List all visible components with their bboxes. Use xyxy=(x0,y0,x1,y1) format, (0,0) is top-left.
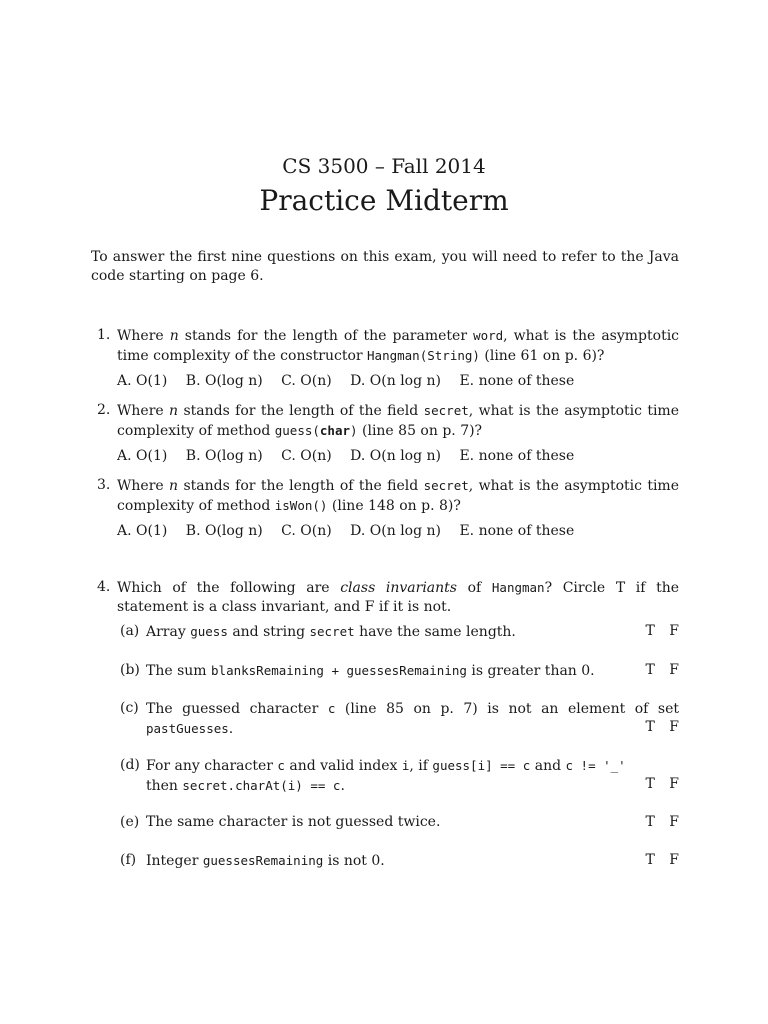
question-stem xyxy=(117,578,679,617)
text: is not 0. xyxy=(327,853,385,869)
choice-b[interactable]: B. O(log n) xyxy=(185,373,263,389)
stem-text: (line 85 on p. 7)? xyxy=(362,423,483,439)
text: For any character xyxy=(146,758,273,774)
choice-b[interactable]: B. O(log n) xyxy=(185,523,263,539)
choice-d[interactable]: D. O(n log n) xyxy=(350,373,441,389)
text: , if xyxy=(409,758,428,774)
code: guessesRemaining xyxy=(202,853,324,868)
code-iswon-method: isWon() xyxy=(274,498,328,513)
stem-text: ? Circle T if the statement is a class invariant, and F if it is not. xyxy=(117,580,680,615)
text: then xyxy=(146,778,178,794)
text: is greater than 0. xyxy=(471,663,595,679)
code-part: ) xyxy=(350,423,358,438)
sub-question-d xyxy=(91,756,679,796)
true-false-choice[interactable]: T F xyxy=(645,662,679,678)
text: . xyxy=(340,778,345,794)
stem-text: , what is the asymptotic time complexity of method xyxy=(117,478,679,514)
choice-a[interactable]: A. O(1) xyxy=(117,373,168,389)
true-false-choice[interactable]: T F xyxy=(645,852,679,868)
true-false-choice[interactable]: T F xyxy=(645,623,679,639)
text: Array xyxy=(146,624,186,640)
choice-c[interactable]: C. O(n) xyxy=(281,523,332,539)
answer-choices xyxy=(117,372,679,391)
code-constructor: Hangman(String) xyxy=(367,348,480,363)
sub-question-b xyxy=(91,661,679,681)
variable-n: n xyxy=(169,478,179,494)
code: c xyxy=(277,758,285,773)
code: guess[i] == c xyxy=(432,758,531,773)
question-number: 3. xyxy=(97,477,111,493)
sub-question-c xyxy=(91,699,679,739)
text: and xyxy=(534,758,562,774)
question-4 xyxy=(91,578,679,617)
code: pastGuesses xyxy=(146,721,229,736)
code: secret.charAt(i) == c xyxy=(182,778,341,793)
choice-c[interactable]: C. O(n) xyxy=(281,373,332,389)
variable-n: n xyxy=(169,403,179,419)
stem-text: stands for the length of the parameter xyxy=(184,328,468,344)
code-word: word xyxy=(473,328,504,343)
true-false-choice[interactable]: T F xyxy=(645,719,679,735)
code: c != '_' xyxy=(565,758,626,773)
sub-text xyxy=(146,813,641,832)
code-guess-method xyxy=(275,423,358,438)
sub-label: (a) xyxy=(120,623,140,639)
choice-e[interactable]: E. none of these xyxy=(459,373,575,389)
stem-text: stands for the length of the field xyxy=(183,478,419,494)
stem-text: Which of the following are xyxy=(117,580,330,596)
text: and valid index xyxy=(289,758,398,774)
sub-text xyxy=(146,699,679,739)
choice-b[interactable]: B. O(log n) xyxy=(185,448,263,464)
answer-choices xyxy=(117,447,679,466)
code-secret: secret xyxy=(423,403,469,418)
stem-text: (line 148 on p. 8)? xyxy=(331,498,461,514)
question-3 xyxy=(91,476,679,541)
sub-label: (c) xyxy=(120,700,139,716)
choice-a[interactable]: A. O(1) xyxy=(117,523,168,539)
course-heading: CS 3500 – Fall 2014 xyxy=(282,154,486,178)
sub-text xyxy=(146,661,641,681)
sub-question-e xyxy=(91,813,679,832)
question-stem xyxy=(117,476,679,516)
choice-c[interactable]: C. O(n) xyxy=(281,448,332,464)
text: The sum xyxy=(146,663,207,679)
exam-title: Practice Midterm xyxy=(259,184,509,217)
stem-text: Where xyxy=(117,403,164,419)
text: . xyxy=(228,721,234,737)
code-secret: secret xyxy=(423,478,469,493)
code: blanksRemaining + guessesRemaining xyxy=(211,663,467,678)
sub-label: (d) xyxy=(120,757,140,773)
text: The guessed character xyxy=(146,701,319,717)
choice-e[interactable]: E. none of these xyxy=(459,448,575,464)
answer-choices xyxy=(117,522,679,541)
sub-text xyxy=(146,851,641,871)
sub-label: (b) xyxy=(120,662,140,678)
stem-text: Where xyxy=(117,328,164,344)
stem-text: stands for the length of the field xyxy=(183,403,419,419)
stem-text: (line 61 on p. 6)? xyxy=(484,348,605,364)
stem-text: of xyxy=(467,580,482,596)
stem-text: , what is the asymptotic time complexity of method xyxy=(117,403,679,439)
question-1 xyxy=(91,326,679,391)
code: c xyxy=(327,701,336,716)
intro-paragraph: To answer the first nine questions on this exam, you will need to refer to the Java code starting on page 6. xyxy=(91,249,679,284)
sub-label: (f) xyxy=(120,852,137,868)
question-stem xyxy=(117,401,679,441)
code: secret xyxy=(309,624,355,639)
code: i xyxy=(401,758,410,773)
text: have the same length. xyxy=(359,624,516,640)
variable-n: n xyxy=(169,328,179,344)
stem-text: , what is the asymptotic time complexity of the constructor xyxy=(117,328,680,364)
true-false-choice[interactable]: T F xyxy=(645,776,679,792)
code: guess xyxy=(190,624,228,639)
choice-a[interactable]: A. O(1) xyxy=(117,448,168,464)
sub-question-f xyxy=(91,851,679,871)
stem-text: Where xyxy=(117,478,164,494)
sub-label: (e) xyxy=(120,814,140,830)
text: The same character is not guessed twice. xyxy=(146,814,441,830)
text: (line 85 on p. 7) is not an element of set xyxy=(344,701,679,717)
code-keyword: char xyxy=(319,423,351,438)
emphasis-text: class invariants xyxy=(340,580,457,596)
choice-d[interactable]: D. O(n log n) xyxy=(350,523,441,539)
true-false-choice[interactable]: T F xyxy=(645,814,679,830)
text: and string xyxy=(232,624,306,640)
question-number: 1. xyxy=(97,327,111,343)
sub-text xyxy=(146,756,641,796)
text: Integer xyxy=(146,853,199,869)
sub-text xyxy=(146,622,641,642)
question-number: 2. xyxy=(97,402,111,418)
code-hangman: Hangman xyxy=(491,580,545,595)
question-number: 4. xyxy=(97,579,111,595)
choice-d[interactable]: D. O(n log n) xyxy=(350,448,441,464)
choice-e[interactable]: E. none of these xyxy=(459,523,575,539)
sub-question-a xyxy=(91,622,679,642)
question-stem xyxy=(117,326,679,366)
question-2 xyxy=(91,401,679,466)
code-part: guess( xyxy=(274,423,320,438)
